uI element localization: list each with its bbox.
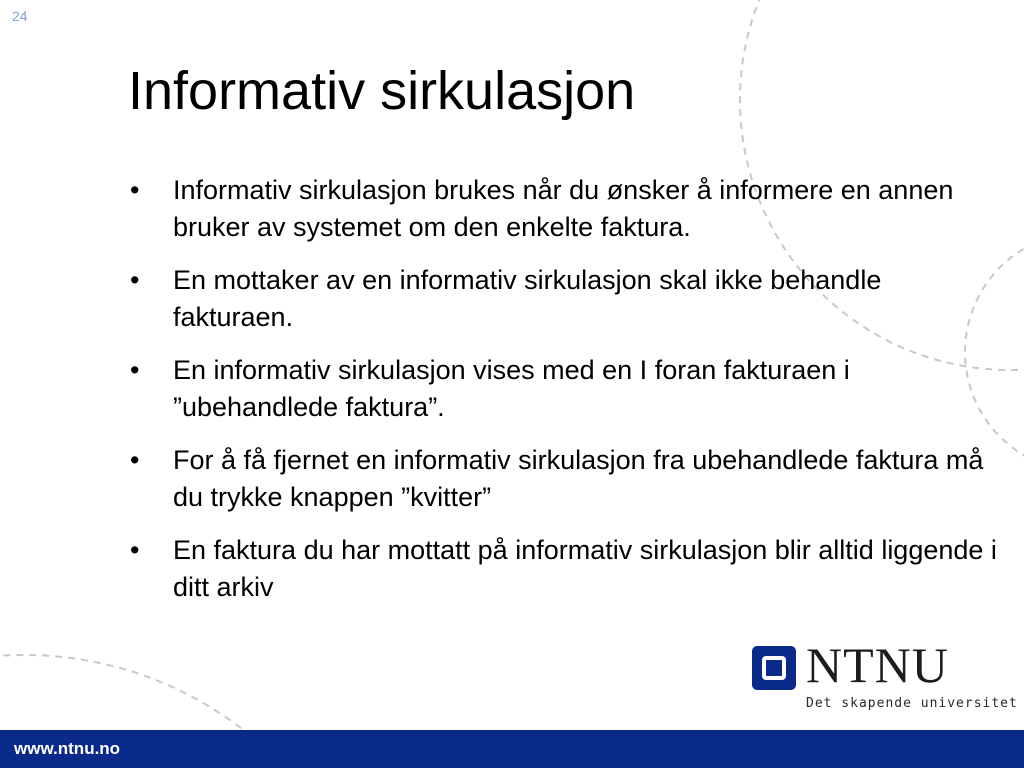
ntnu-logo-icon <box>752 646 796 690</box>
bullet-text: En mottaker av en informativ sirkulasjon skal ikke behandle fakturaen. <box>173 265 882 332</box>
bullet-item <box>128 532 998 606</box>
bullet-marker: • <box>130 445 140 475</box>
bullet-text: For å få fjernet en informativ sirkulasjon fra ubehandlede faktura må du trykke knappen ”kvitter” <box>173 445 984 512</box>
bullet-text: En faktura du har mottatt på informativ sirkulasjon blir alltid liggende i ditt arkiv <box>173 535 997 602</box>
ntnu-wordmark: NTNU <box>806 637 949 693</box>
slide-title: Informativ sirkulasjon <box>128 61 636 121</box>
ntnu-tagline: Det skapende universitet <box>806 696 1018 711</box>
bullet-marker: • <box>130 265 140 295</box>
ntnu-logo-icon-inner <box>762 656 786 680</box>
slide-number: 24 <box>12 8 28 24</box>
ntnu-logo <box>752 637 1018 718</box>
bullet-text: Informativ sirkulasjon brukes når du ønsker å informere en annen bruker av systemet om den enkelte faktura. <box>173 175 954 242</box>
footer-bar <box>0 730 1024 768</box>
bullet-marker: • <box>130 175 140 205</box>
bullet-marker: • <box>130 535 140 565</box>
bullet-marker: • <box>130 355 140 385</box>
bullet-item <box>128 442 998 516</box>
bullet-list <box>128 172 998 622</box>
bullet-text: En informativ sirkulasjon vises med en I foran fakturaen i ”ubehandlede faktura”. <box>173 355 850 422</box>
bullet-item <box>128 262 998 336</box>
bullet-item <box>128 352 998 426</box>
footer-url: www.ntnu.no <box>14 739 121 758</box>
bullet-item <box>128 172 998 246</box>
